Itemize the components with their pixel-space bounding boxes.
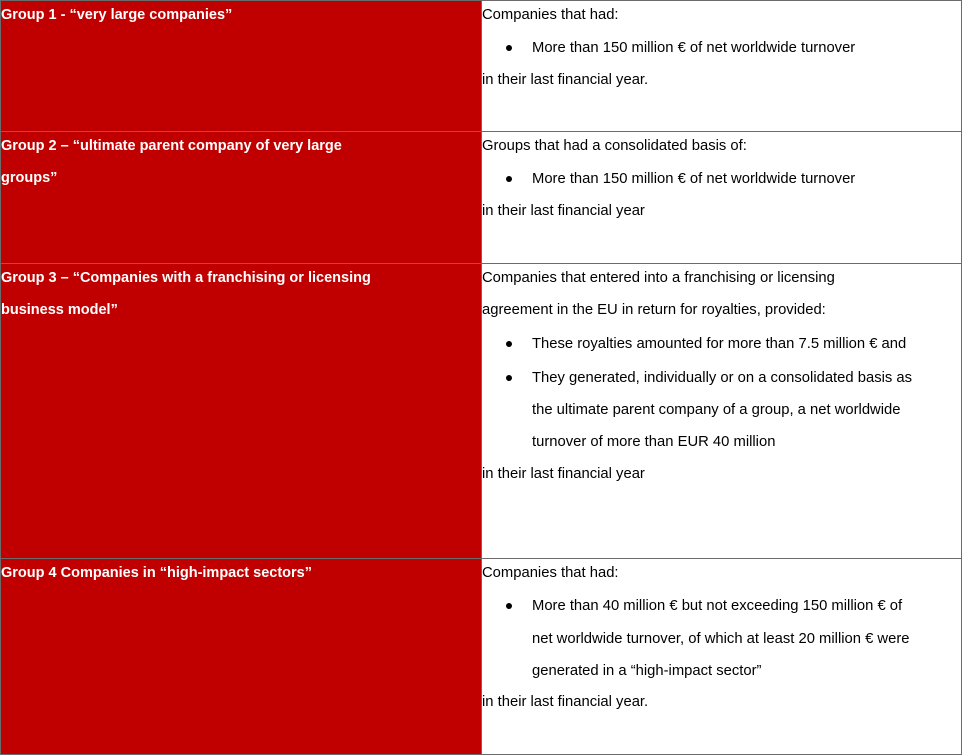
criterion-text: They generated, individually or on a consolidated basis as the ultimate parent company of a group, a net worldwide turnover of more than EUR 40 million (532, 369, 913, 451)
description-outro: in their last financial year. (482, 71, 649, 88)
criteria-list (482, 590, 961, 687)
group-label-cell (1, 559, 482, 755)
list-item (482, 328, 922, 360)
bullet-icon (506, 176, 512, 182)
group-label: Group 3 – “Companies with a franchising or licensing business model” (1, 270, 371, 319)
group-label-cell (1, 264, 482, 559)
bullet-icon (506, 341, 512, 347)
bullet-icon (506, 45, 512, 51)
list-item (482, 362, 922, 459)
criterion-text: More than 150 million € of net worldwide turnover (532, 40, 856, 57)
bullet-icon (506, 603, 512, 609)
criteria-list (482, 328, 961, 459)
criterion-text: These royalties amounted for more than 7.5 million € and (532, 335, 907, 352)
group-description-cell (482, 132, 962, 264)
group-label-cell (1, 132, 482, 264)
criteria-list (482, 163, 961, 195)
group-label: Group 1 - “very large companies” (1, 7, 233, 23)
description-intro: Companies that had: (482, 565, 619, 581)
criteria-list (482, 32, 961, 64)
description-intro: Companies that had: (482, 7, 619, 23)
list-item (482, 163, 922, 195)
group-label: Group 4 Companies in “high-impact sectors” (1, 565, 312, 581)
criterion-text: More than 150 million € of net worldwide turnover (532, 171, 856, 188)
table-row (1, 132, 962, 264)
group-description-cell (482, 1, 962, 132)
list-item (482, 590, 922, 687)
criterion-text: More than 40 million € but not exceeding 150 million € of net worldwide turnover, of which at least 20 million € were generated in a “high-impact sector” (532, 598, 910, 679)
table-row (1, 559, 962, 755)
group-label: Group 2 – “ultimate parent company of very large groups” (1, 138, 342, 187)
group-description-cell (482, 264, 962, 559)
bullet-icon (506, 375, 512, 381)
description-outro: in their last financial year (482, 465, 645, 482)
table-row (1, 1, 962, 132)
description-intro: Groups that had a consolidated basis of: (482, 138, 747, 154)
description-outro: in their last financial year. (482, 694, 649, 711)
group-description-cell (482, 559, 962, 755)
description-intro: Companies that entered into a franchising or licensing agreement in the EU in return for royalties, provided: (482, 270, 835, 319)
list-item (482, 32, 922, 64)
table-row (1, 264, 962, 559)
description-outro: in their last financial year (482, 202, 645, 219)
group-label-cell (1, 1, 482, 132)
